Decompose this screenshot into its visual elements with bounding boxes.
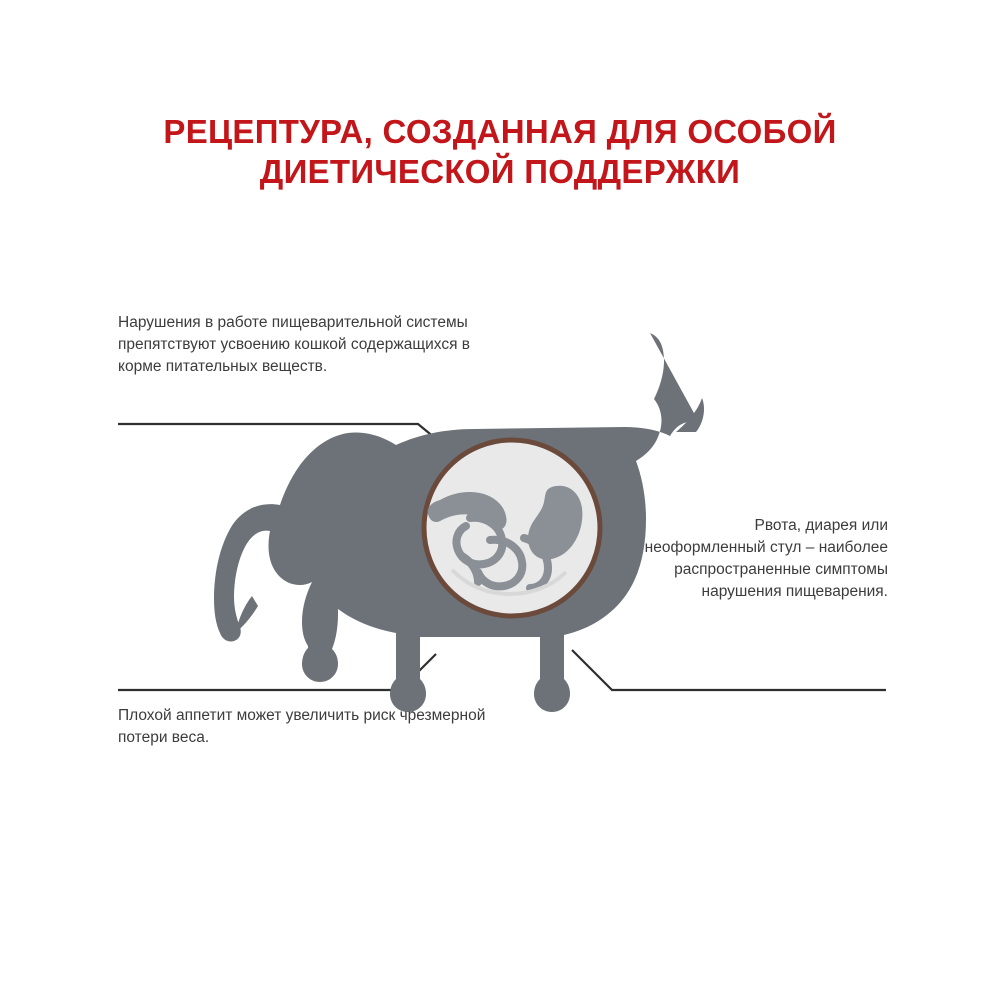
callout-appetite: Плохой аппетит может увеличить риск чрезмерной потери веса.	[118, 707, 486, 746]
leader-line-bottom-left	[118, 654, 436, 690]
page-title: РЕЦЕПТУРА, СОЗДАННАЯ ДЛЯ ОСОБОЙ ДИЕТИЧЕСКОЙ ПОДДЕРЖКИ	[163, 113, 837, 190]
leader-line-right	[572, 650, 886, 690]
callout-digestive-disorder: Нарушения в работе пищеварительной системы препятствуют усвоению кошкой содержащихся в корме питательных веществ.	[118, 314, 471, 375]
callout-symptoms: Рвота, диарея или неоформленный стул – наиболее распространенные симптомы нарушения пищеварения.	[644, 517, 888, 600]
